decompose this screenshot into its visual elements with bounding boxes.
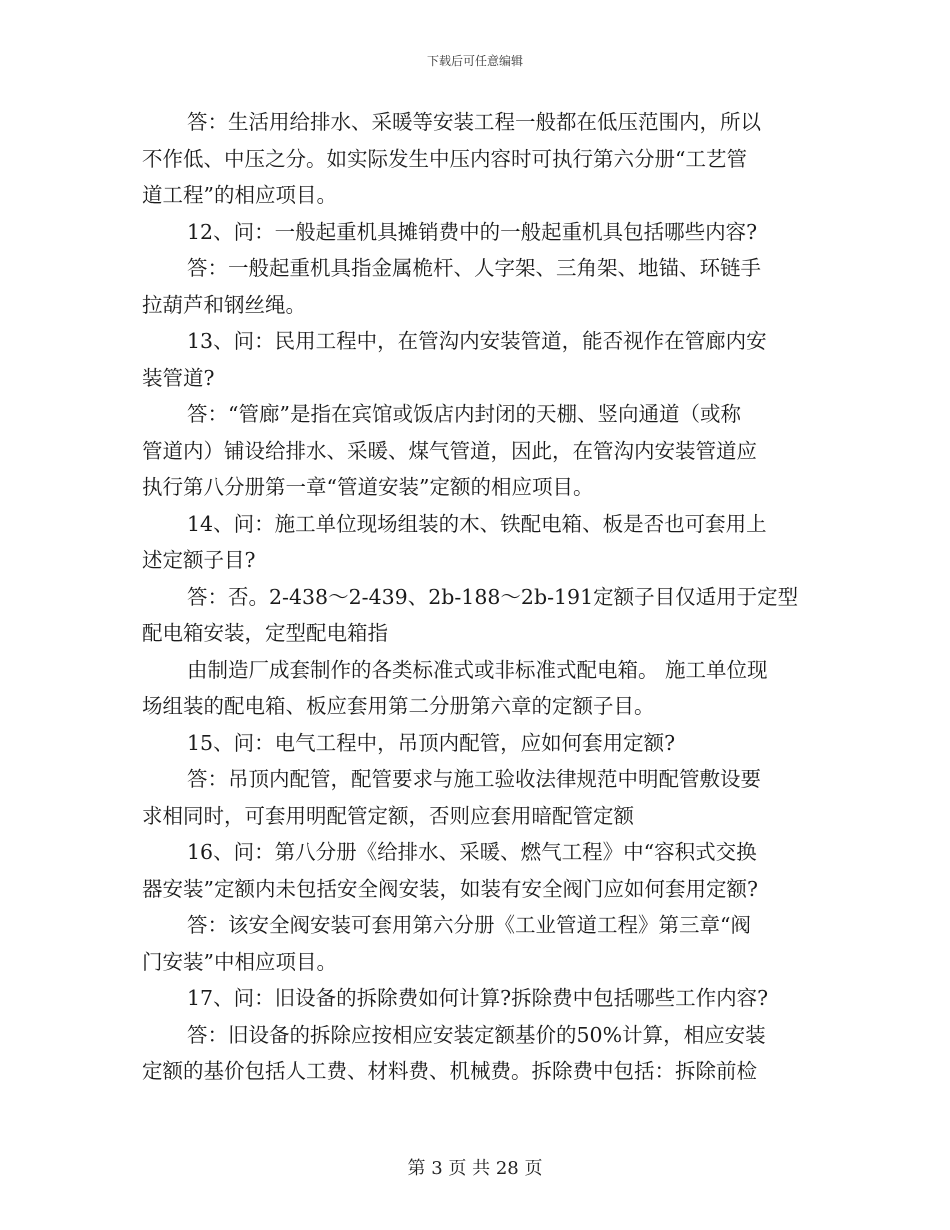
paragraph-line: 由制造厂成套制作的各类标准式或非标准式配电箱。 施工单位现 bbox=[187, 657, 768, 682]
document-body bbox=[142, 104, 808, 1090]
paragraph-line: 拉葫芦和钢丝绳。 bbox=[142, 292, 306, 317]
paragraph-line: 答：吊顶内配管，配管要求与施工验收法律规范中明配管敷设要 bbox=[187, 767, 761, 791]
paragraph-line: 述定额子目? bbox=[142, 548, 256, 572]
paragraph-line: 器安装”定额内未包括安全阀安装，如装有安全阀门应如何套用定额? bbox=[142, 876, 758, 901]
paragraph-line: 答：生活用给排水、采暖等安装工程一般都在低压范围内，所以 bbox=[187, 110, 761, 134]
paragraph-line: 管道内）铺设给排水、采暖、煤气管道，因此，在管沟内安装管道应 bbox=[142, 438, 757, 463]
question-line: 14、问：施工单位现场组装的木、铁配电箱、板是否也可套用上 bbox=[187, 511, 767, 536]
paragraph-line: 道工程”的相应项目。 bbox=[142, 183, 337, 207]
paragraph-line: 答：旧设备的拆除应按相应安装定额基价的50%计算，相应安装 bbox=[187, 1022, 766, 1047]
page-header: 下载后可任意编辑 bbox=[426, 54, 523, 68]
paragraph-line: 配电箱安装，定型配电箱指 bbox=[142, 621, 388, 645]
paragraph-line: 答：一般起重机具指金属桅杆、人字架、三角架、地锚、环链手 bbox=[187, 256, 761, 280]
question-line: 17、问：旧设备的拆除费如何计算?拆除费中包括哪些工作内容? bbox=[187, 986, 769, 1010]
paragraph-line: 场组装的配电箱、板应套用第二分册第六章的定额子目。 bbox=[142, 694, 655, 718]
question-line: 16、问：第八分册《给排水、采暖、燃气工程》中“容积式交换 bbox=[187, 840, 757, 864]
question-line: 13、问：民用工程中，在管沟内安装管道，能否视作在管廊内安 bbox=[187, 329, 767, 353]
question-line: 15、问：电气工程中，吊顶内配管，应如何套用定额? bbox=[187, 730, 676, 755]
paragraph-line: 不作低、中压之分。如实际发生中压内容时可执行第六分册“工艺管 bbox=[142, 146, 747, 171]
page-number: 第 3 页 共 28 页 bbox=[407, 1158, 543, 1179]
paragraph-line: 答：否。2-438～2-439、2b-188～2b-191定额子目仅适用于定型 bbox=[187, 584, 799, 609]
paragraph-line: 求相同时，可套用明配管定额，否则应套用暗配管定额 bbox=[142, 803, 634, 828]
paragraph-line: 门安装”中相应项目。 bbox=[142, 949, 337, 974]
paragraph-line: 答：该安全阀安装可套用第六分册《工业管道工程》第三章“阀 bbox=[187, 913, 751, 937]
paragraph-line: 定额的基价包括人工费、材料费、机械费。拆除费中包括：拆除前检 bbox=[142, 1059, 757, 1083]
paragraph-line: 装管道? bbox=[142, 365, 215, 390]
paragraph-line: 执行第八分册第一章“管道安装”定额的相应项目。 bbox=[142, 475, 594, 499]
question-line: 12、问：一般起重机具摊销费中的一般起重机具包括哪些内容? bbox=[187, 219, 758, 244]
paragraph-line: 答：“管廊”是指在宾馆或饭店内封闭的天棚、竖向通道（或称 bbox=[187, 402, 741, 426]
